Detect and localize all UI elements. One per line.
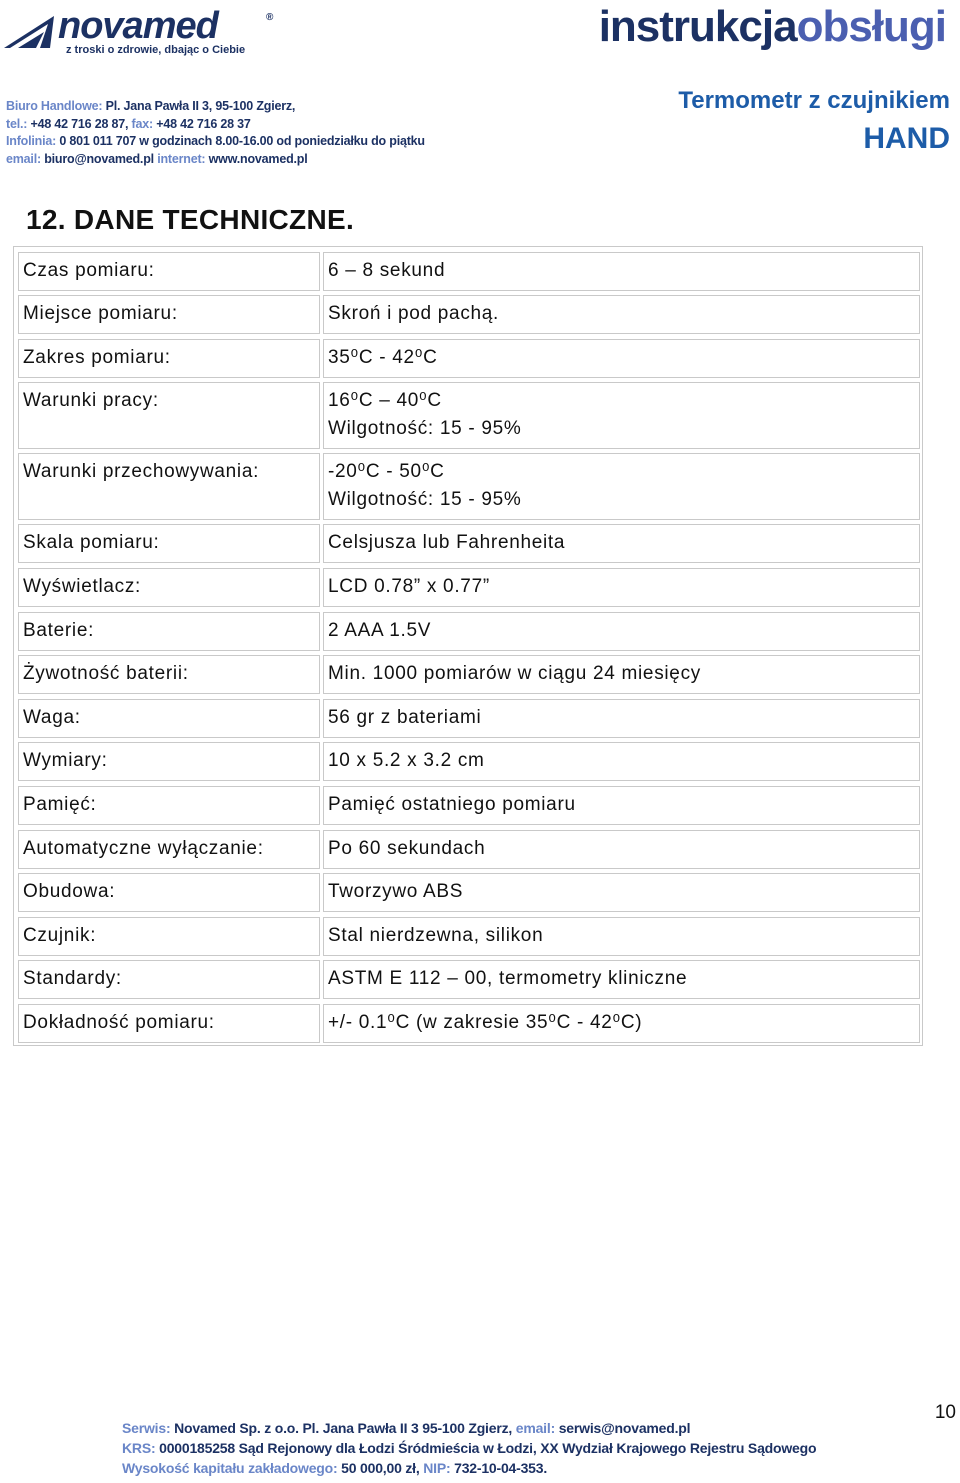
footer-line [122,1438,816,1458]
contact-value: +48 42 716 28 37 [152,116,251,131]
spec-value [323,960,920,999]
footer-value: 0000185258 Sąd Rejonowy dla Łodzi Śródmieścia w Łodzi, XX Wydział Krajowego Rejestru Sądowego [155,1440,817,1456]
spec-value-line: +/- 0.1⁰C (w zakresie 35⁰C - 42⁰C) [328,1012,643,1033]
footer-line [122,1458,816,1478]
spec-value-line: 56 gr z bateriami [328,707,482,728]
spec-label: Czas pomiaru: [18,252,320,291]
spec-value [323,1004,920,1043]
contact-value: 0 801 011 707 w godzinach 8.00-16.00 od poniedziałku do piątku [56,134,425,148]
footer-block [122,1418,816,1478]
spec-value [323,742,920,781]
spec-value-line: Tworzywo ABS [328,881,464,902]
spec-value-line: Wilgotność: 15 - 95% [328,418,522,439]
footer-key: KRS: [122,1440,156,1456]
spec-label: Zakres pomiaru: [18,339,320,378]
brand-title-part1: instrukcja [598,2,797,51]
footer-line [122,1418,816,1438]
contact-line [6,98,425,116]
spec-label: Automatyczne wyłączanie: [18,830,320,869]
contact-line [6,151,425,169]
spec-label: Wymiary: [18,742,320,781]
spec-label: Pamięć: [18,786,320,825]
spec-label: Obudowa: [18,873,320,912]
spec-table [13,246,923,1046]
spec-value-line: Min. 1000 pomiarów w ciągu 24 miesięcy [328,663,701,684]
contact-key: tel.: [6,116,28,131]
spec-value [323,524,920,563]
spec-label: Czujnik: [18,917,320,956]
spec-value-line: 6 – 8 sekund [328,260,446,281]
spec-value-line: Po 60 sekundach [328,838,486,859]
section-title: 12. DANE TECHNICZNE. [26,204,355,235]
contact-key: email: [6,151,41,166]
novamed-logo [4,6,294,58]
contact-key: internet: [157,151,206,166]
product-model: HAND [863,122,950,155]
spec-value [323,917,920,956]
contact-value: Pl. Jana Pawła II 3, 95-100 Zgierz, [102,99,296,113]
spec-label: Dokładność pomiaru: [18,1004,320,1043]
spec-value-line: 16⁰C – 40⁰C [328,390,442,411]
product-name: Termometr z czujnikiem [678,87,950,114]
spec-value-line: Skroń i pod pachą. [328,303,500,324]
page-number: 10 [934,1402,956,1423]
contact-value: www.novamed.pl [205,151,308,166]
contact-line [6,133,425,151]
contact-value: +48 42 716 28 87, [27,116,132,131]
spec-value-line: 2 AAA 1.5V [328,620,432,641]
logo-tagline: z troski o zdrowie, dbając o Ciebie [66,44,246,56]
contact-key: Biuro Handlowe: [6,99,103,113]
spec-value-line: Pamięć ostatniego pomiaru [328,794,576,815]
spec-value [323,453,920,520]
spec-value [323,295,920,334]
spec-value-line: Wilgotność: 15 - 95% [328,489,522,510]
footer-key: email: [515,1420,556,1436]
spec-value [323,830,920,869]
spec-value-line: LCD 0.78” x 0.77” [328,576,490,597]
spec-label: Standardy: [18,960,320,999]
spec-value [323,382,920,449]
contact-block [6,98,425,168]
footer-value: 50 000,00 zł, [337,1460,424,1476]
logo-wordmark: novamed [58,5,218,47]
spec-label: Żywotność baterii: [18,655,320,694]
contact-key: Infolinia: [6,134,57,148]
registered-mark: ® [266,12,274,23]
spec-value [323,786,920,825]
spec-label: Skala pomiaru: [18,524,320,563]
footer-value: serwis@novamed.pl [555,1420,691,1436]
spec-value [323,568,920,607]
spec-value [323,612,920,651]
logo-swoosh-icon [4,14,58,48]
spec-label: Warunki przechowywania: [18,453,320,520]
spec-label: Wyświetlacz: [18,568,320,607]
spec-value [323,873,920,912]
contact-line [6,116,425,134]
spec-value [323,252,920,291]
footer-key: Serwis: [122,1420,171,1436]
spec-value-line: Celsjusza lub Fahrenheita [328,532,566,553]
spec-label: Baterie: [18,612,320,651]
spec-value-line: -20⁰C - 50⁰C [328,461,445,482]
spec-value [323,339,920,378]
spec-value-line: Stal nierdzewna, silikon [328,925,544,946]
contact-key: fax: [131,116,153,131]
brand-title-part2: obsługi [796,2,946,51]
spec-value-line: ASTM E 112 – 00, termometry kliniczne [328,968,688,989]
spec-label: Waga: [18,699,320,738]
spec-value [323,699,920,738]
spec-value-line: 35⁰C - 42⁰C [328,347,438,368]
footer-key: Wysokość kapitału zakładowego: [122,1460,338,1476]
spec-value [323,655,920,694]
spec-label: Miejsce pomiaru: [18,295,320,334]
product-title [678,82,950,158]
spec-value-line: 10 x 5.2 x 3.2 cm [328,750,485,771]
contact-value: biuro@novamed.pl [40,151,158,166]
footer-value: 732-10-04-353. [450,1460,548,1476]
brand-title [599,2,946,52]
spec-label: Warunki pracy: [18,382,320,449]
footer-value: Novamed Sp. z o.o. Pl. Jana Pawła II 3 95-100 Zgierz, [170,1420,516,1436]
footer-key: NIP: [423,1460,451,1476]
